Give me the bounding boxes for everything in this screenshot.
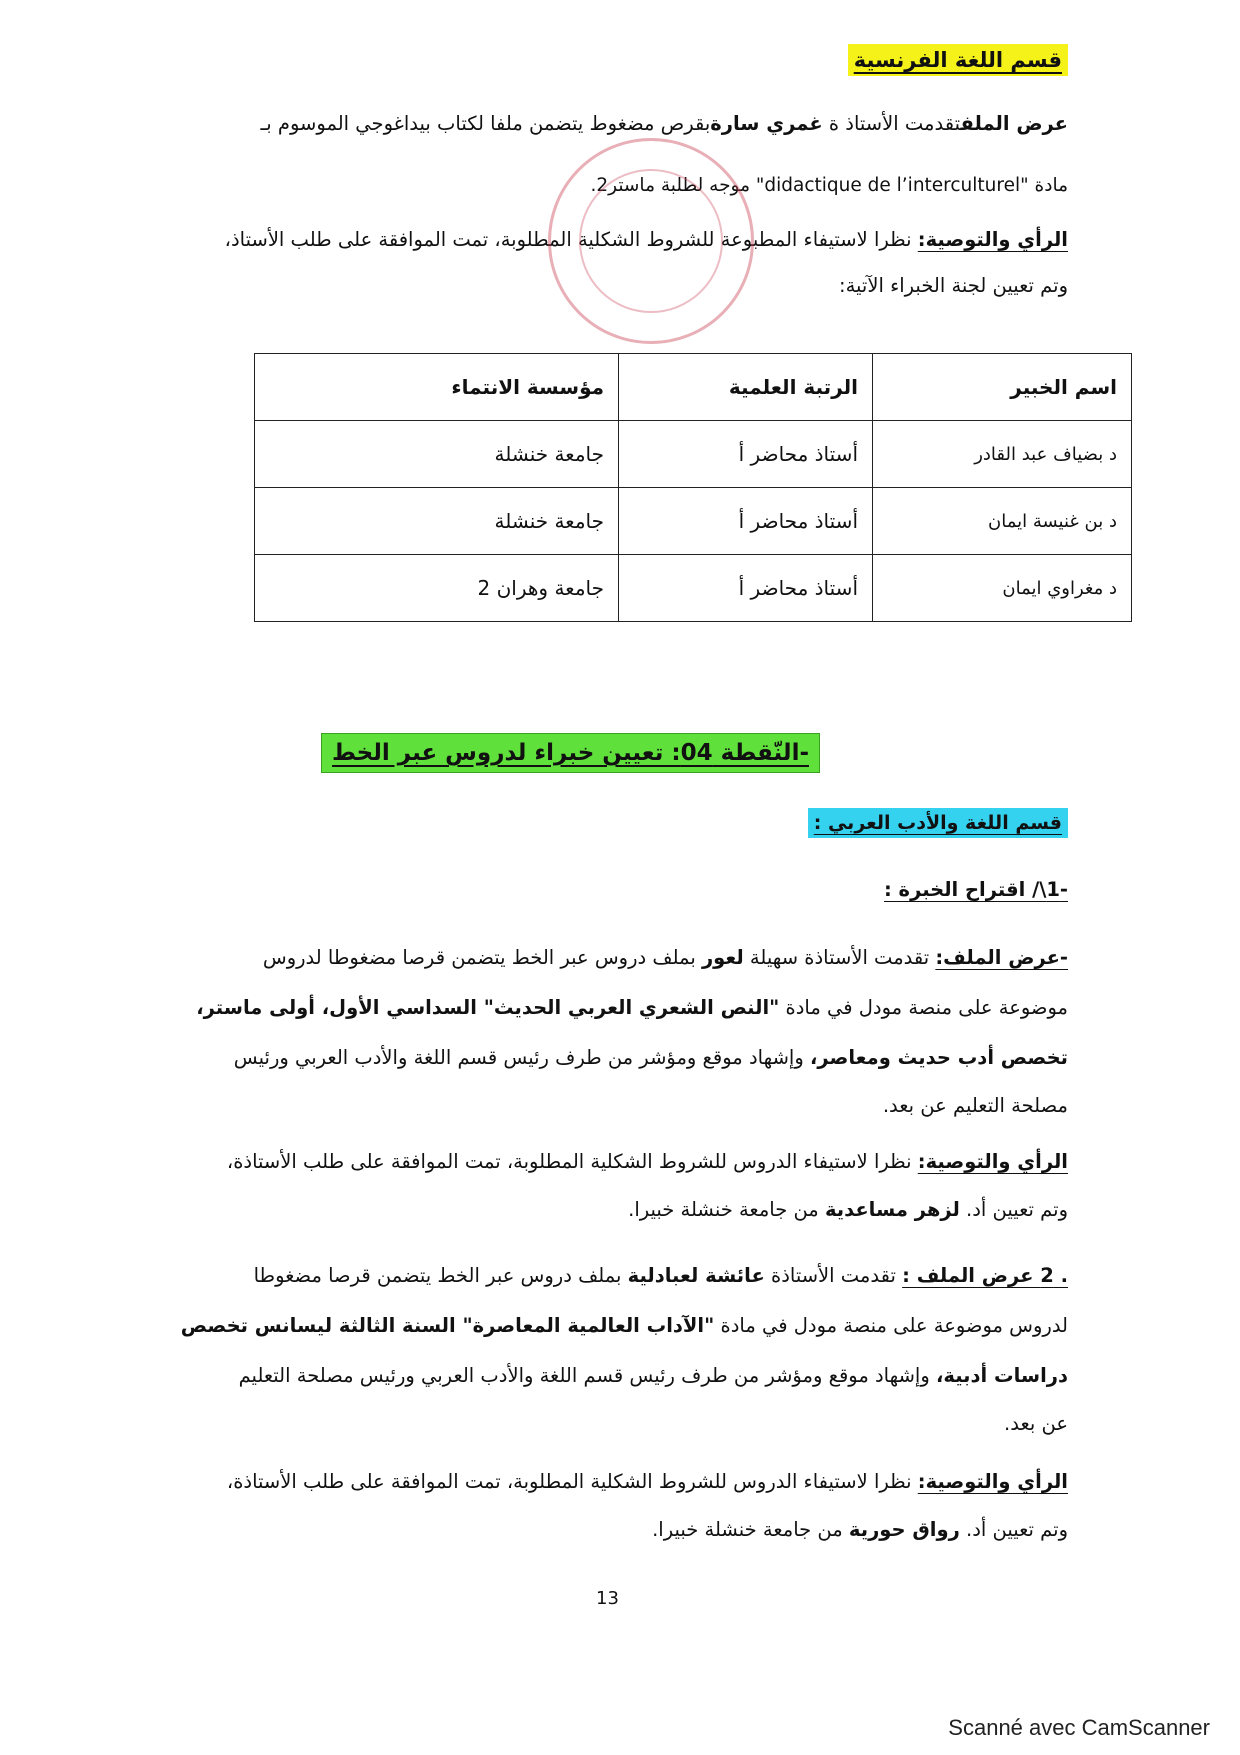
item2-text: تقدمت الأستاذة <box>764 1264 903 1287</box>
item1-name: لعور <box>701 946 744 969</box>
opinion-text: نظرا لاستيفاء الدروس للشروط الشكلية المطلوبة، تمت الموافقة على طلب الأستاذة، <box>226 1470 918 1493</box>
experts-table-wrapper <box>254 353 1132 622</box>
point04-heading <box>321 740 820 766</box>
file-text-rest: بقرص مضغوط يتضمن ملفا لكتاب بيداغوجي الموسوم بـ <box>260 112 711 135</box>
item1-line2 <box>138 994 1068 1022</box>
proposal-label-text: -1\/ اقتراح الخبرة : <box>883 878 1068 901</box>
item1-text: وإشهاد موقع ومؤشر من طرف رئيس قسم اللغة والأدب العربي ورئيس <box>233 1046 810 1069</box>
item1-text: تقدمت الأستاذة سهيلة <box>743 946 936 969</box>
opinion-text-2: وتم تعيين لجنة الخبراء الآتية: <box>839 274 1068 297</box>
item1-label: -عرض الملف: <box>935 946 1068 969</box>
cell-rank: أستاذ محاضر أ <box>619 421 873 488</box>
section-heading-arabic-text: قسم اللغة والأدب العربي : <box>808 808 1068 838</box>
opinion-text: من جامعة خنشلة خبيرا. <box>652 1518 849 1541</box>
item2-line2 <box>138 1312 1068 1340</box>
item1-opinion-line2 <box>138 1196 1068 1224</box>
opinion-text: وتم تعيين أد. <box>959 1198 1068 1221</box>
item1-line1 <box>138 944 1068 972</box>
item2-name: عائشة لعبادلية <box>627 1264 765 1287</box>
cell-expert-name: د مغراوي ايمان <box>873 555 1132 622</box>
item2-line4 <box>138 1410 1068 1438</box>
item2-line1 <box>138 1262 1068 1290</box>
professor-name: غمري سارة <box>710 112 823 135</box>
header-institution: مؤسسة الانتماء <box>255 354 619 421</box>
item2-subject: "الآداب العالمية المعاصرة" السنة الثالثة ليسانس تخصص <box>180 1314 715 1337</box>
header-rank: الرتبة العلمية <box>619 354 873 421</box>
file-text: تقدمت الأستاذ ة <box>822 112 961 135</box>
table-row <box>255 488 1132 555</box>
scanner-footer: Scanné avec CamScanner <box>948 1715 1210 1740</box>
item1-text: بملف دروس عبر الخط يتضمن قرصا مضغوطا لدروس <box>262 946 702 969</box>
item1-subject: "النص الشعري العربي الحديث" السداسي الأول، أولى ماستر، <box>196 996 780 1019</box>
table-row <box>255 421 1132 488</box>
cell-rank: أستاذ محاضر أ <box>619 488 873 555</box>
point04-heading-text: -النّقطة 04: تعيين خبراء لدروس عبر الخط <box>321 733 820 773</box>
opinion-text: من جامعة خنشلة خبيرا. <box>628 1198 825 1221</box>
item2-text: عن بعد. <box>1004 1412 1068 1435</box>
opinion-label: الرأي والتوصية: <box>917 1150 1068 1173</box>
french-opinion-line2 <box>168 272 1068 300</box>
item2-text: وإشهاد موقع ومؤشر من طرف رئيس قسم اللغة والأدب العربي ورئيس مصلحة التعليم <box>238 1364 936 1387</box>
french-file-line1 <box>168 110 1068 138</box>
subject-text: مادة "didactique de l’interculturel" موجه لطلبة ماستر2. <box>590 175 1068 196</box>
item1-line4 <box>138 1092 1068 1120</box>
header-expert-name: اسم الخبير <box>873 354 1132 421</box>
cell-institution: جامعة خنشلة <box>255 421 619 488</box>
cell-institution: جامعة وهران 2 <box>255 555 619 622</box>
expert-name: لزهر مساعدية <box>824 1198 960 1221</box>
section-heading-arabic <box>808 812 1068 834</box>
opinion-label: الرأي والتوصية: <box>917 1470 1068 1493</box>
item1-specialty: تخصص أدب حديث ومعاصر، <box>809 1046 1068 1069</box>
item2-specialty: دراسات أدبية، <box>935 1364 1068 1387</box>
cell-rank: أستاذ محاضر أ <box>619 555 873 622</box>
cell-institution: جامعة خنشلة <box>255 488 619 555</box>
item2-opinion-line2 <box>138 1516 1068 1544</box>
opinion-text: وتم تعيين أد. <box>959 1518 1068 1541</box>
page-number: 13 <box>596 1588 619 1609</box>
table-header-row <box>255 354 1132 421</box>
item2-line3 <box>138 1362 1068 1390</box>
item1-line3 <box>138 1044 1068 1072</box>
proposal-label <box>884 876 1068 904</box>
item2-opinion-line1 <box>118 1468 1068 1496</box>
item2-text: بملف دروس عبر الخط يتضمن قرصا مضغوطا <box>253 1264 628 1287</box>
cell-expert-name: د بضياف عبد القادر <box>873 421 1132 488</box>
item2-text: لدروس موضوعة على منصة مودل في مادة <box>714 1314 1068 1337</box>
section-heading-french <box>848 48 1068 72</box>
item1-text: مصلحة التعليم عن بعد. <box>882 1094 1068 1117</box>
table-row <box>255 555 1132 622</box>
item1-text: موضوعة على منصة مودل في مادة <box>779 996 1068 1019</box>
file-label: عرض الملف <box>960 112 1068 135</box>
experts-table <box>254 353 1132 622</box>
french-file-line2 <box>168 172 1068 200</box>
opinion-text: نظرا لاستيفاء المطبوعة للشروط الشكلية المطلوبة، تمت الموافقة على طلب الأستاذ، <box>224 228 918 251</box>
item1-opinion-line1 <box>118 1148 1068 1176</box>
expert-name: رواق حورية <box>848 1518 960 1541</box>
item2-label: . 2 عرض الملف : <box>902 1264 1068 1287</box>
opinion-text: نظرا لاستيفاء الدروس للشروط الشكلية المطلوبة، تمت الموافقة على طلب الأستاذة، <box>226 1150 918 1173</box>
french-opinion-line1 <box>118 226 1068 254</box>
cell-expert-name: د بن غنيسة ايمان <box>873 488 1132 555</box>
section-heading-french-text: قسم اللغة الفرنسية <box>848 44 1068 76</box>
opinion-label: الرأي والتوصية: <box>917 228 1068 251</box>
